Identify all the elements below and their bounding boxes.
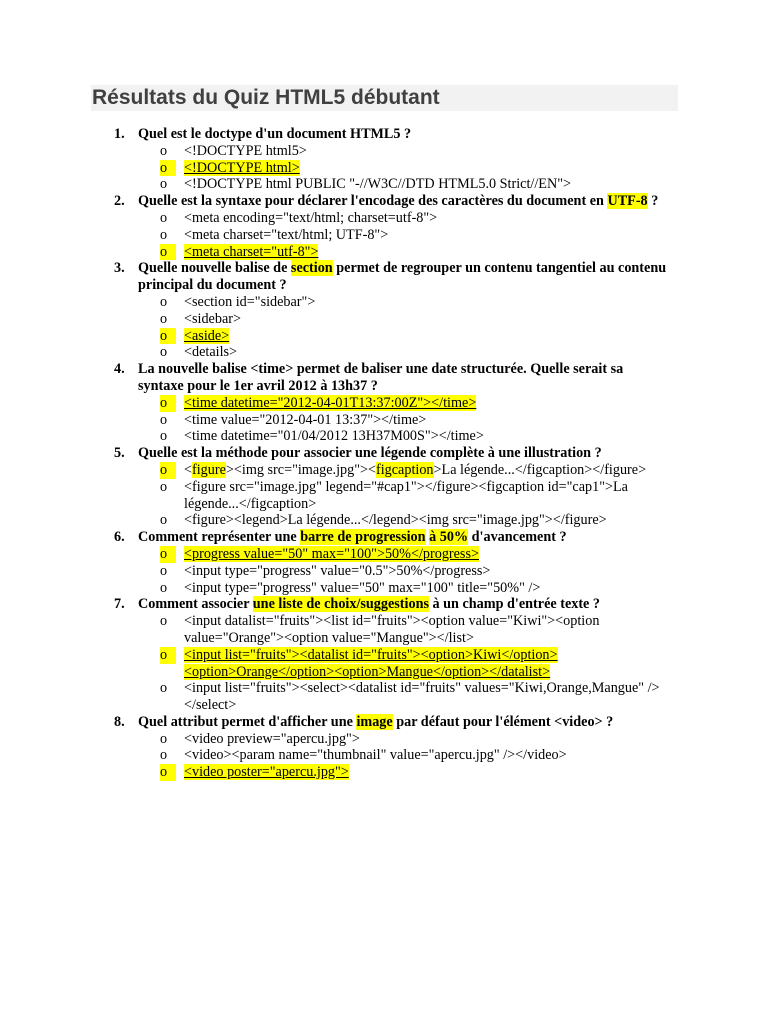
answer-options (0, 546, 768, 596)
question-text (138, 126, 670, 143)
question-text-part: Quel est le doctype d'un document HTML5 ? (138, 126, 412, 142)
answer-text (184, 613, 674, 647)
answer-text-part: <meta charset="text/html; UTF-8"> (184, 226, 389, 243)
answer-option-correct (0, 395, 768, 412)
answer-option (0, 512, 768, 529)
question-item (0, 714, 768, 781)
answer-text-part: <input datalist="fruits"><list id="fruits"><option value="Kiwi"><option value="Orange"><option value="Mangue"></list> (184, 613, 600, 646)
answer-text-part: <figure src="image.jpg" legend="#cap1"></figure><figcaption id="cap1">La légende...</figcaption> (184, 478, 628, 512)
answer-option-correct (0, 462, 768, 479)
bullet-marker: o (160, 546, 176, 563)
question-number: 1. (114, 126, 125, 142)
answer-text (184, 176, 674, 193)
answer-text-part: <time datetime="01/04/2012 13H37M00S"></time> (184, 428, 484, 445)
answer-text (184, 647, 674, 681)
question-text-part: permet de regrouper un contenu tangentiel au contenu principal du document ? (138, 260, 667, 294)
bullet-marker: o (160, 512, 168, 529)
answer-text (184, 227, 674, 244)
answer-text (184, 311, 674, 328)
answer-text-part: <input type="progress" value="0.5">50%</progress> (184, 562, 491, 579)
answer-option (0, 311, 768, 328)
answer-text (184, 210, 674, 227)
question-text-part: par défaut pour l'élément <video> ? (392, 713, 614, 730)
question-text-part: à un champ d'entrée texte ? (428, 596, 600, 613)
bullet-marker: o (160, 579, 168, 596)
question-text (138, 445, 670, 462)
answer-option (0, 412, 768, 429)
bullet-marker: o (160, 764, 176, 781)
question-item (0, 260, 768, 361)
answer-text (184, 747, 674, 764)
question-number: 8. (114, 713, 125, 730)
answer-option-correct (0, 160, 768, 177)
answer-option-correct (0, 244, 768, 261)
bullet-marker: o (160, 478, 168, 495)
answer-text (184, 160, 674, 177)
bullet-marker: o (160, 209, 168, 226)
answer-text (184, 328, 674, 345)
bullet-marker: o (160, 680, 168, 697)
question-item (0, 126, 768, 193)
highlighted-keyword: à 50% (429, 529, 469, 546)
answer-option-correct (0, 647, 768, 681)
highlighted-keyword: UTF-8 (607, 193, 648, 210)
answer-options (0, 613, 768, 714)
answer-text-part: < (184, 461, 193, 478)
answer-text (184, 764, 674, 781)
highlighted-answer-part: <input list="fruits"><datalist id="fruits"><option>Kiwi</option><option>Orange</option><option>Mangue</option></datalist> (184, 646, 558, 680)
answer-text-part: >La légende...</figcaption></figure> (433, 461, 647, 478)
question-number: 3. (114, 260, 125, 277)
question-text-part: Quel attribut permet d'afficher une (138, 713, 357, 730)
answer-text (184, 580, 674, 597)
quiz-list (0, 126, 768, 781)
answer-text-part: <!DOCTYPE html PUBLIC "-//W3C//DTD HTML5.0 Strict//EN"> (184, 176, 571, 193)
answer-options (0, 731, 768, 781)
bullet-marker: o (160, 142, 168, 159)
answer-text-part: ><img src="image.jpg">< (225, 461, 376, 478)
answer-text (184, 731, 674, 748)
question-text-part: ? (647, 193, 659, 210)
question-number: 4. (114, 361, 125, 378)
answer-text-part: <video preview="apercu.jpg"> (184, 730, 360, 747)
highlighted-answer-part: <!DOCTYPE html> (184, 159, 300, 176)
bullet-marker: o (160, 428, 168, 445)
bullet-marker: o (160, 562, 168, 579)
question-text (138, 193, 670, 210)
bullet-marker: o (160, 730, 168, 747)
answer-text (184, 244, 674, 261)
highlighted-keyword: barre de progression (300, 529, 426, 546)
answer-text-part: <details> (184, 344, 238, 361)
answer-options (0, 210, 768, 260)
answer-text (184, 395, 674, 412)
answer-text (184, 563, 674, 580)
answer-option (0, 731, 768, 748)
question-text-part: Comment associer (138, 596, 253, 613)
question-number: 2. (114, 193, 125, 210)
bullet-marker: o (160, 293, 168, 310)
highlighted-answer-part: figcaption (376, 461, 434, 478)
highlighted-keyword: une liste de choix/suggestions (252, 596, 429, 613)
answer-text (184, 412, 674, 429)
highlighted-keyword: image (356, 713, 393, 730)
answer-option (0, 294, 768, 311)
answer-options (0, 294, 768, 361)
bullet-marker: o (160, 747, 168, 764)
bullet-marker: o (160, 647, 176, 664)
question-number: 6. (114, 529, 125, 546)
answer-text-part: <input list="fruits"><select><datalist id="fruits" values="Kiwi,Orange,Mangue" /></select> (184, 680, 660, 714)
answer-option (0, 143, 768, 160)
answer-text-part: <section id="sidebar"> (184, 293, 316, 310)
question-text (138, 529, 670, 546)
answer-options (0, 143, 768, 193)
answer-text (184, 294, 674, 311)
answer-option-correct (0, 764, 768, 781)
question-text-part: La nouvelle balise <time> permet de baliser une date structurée. Quelle serait sa syntaxe pour le 1er avril 2012 à 13h37 ? (138, 361, 624, 394)
highlighted-answer-part: <video poster="apercu.jpg"> (184, 764, 349, 781)
highlighted-answer-part: <time datetime="2012-04-01T13:37:00Z"></time> (184, 394, 477, 411)
answer-option (0, 580, 768, 597)
question-item (0, 529, 768, 596)
answer-option (0, 210, 768, 227)
answer-option (0, 227, 768, 244)
answer-text-part: <input type="progress" value="50" max="100" title="50%" /> (184, 579, 541, 596)
bullet-marker: o (160, 613, 168, 630)
bullet-marker: o (160, 226, 168, 243)
answer-option (0, 428, 768, 445)
title-bar (91, 85, 678, 111)
bullet-marker: o (160, 344, 168, 361)
question-item (0, 361, 768, 445)
bullet-marker: o (160, 395, 176, 412)
answer-option-correct (0, 328, 768, 345)
question-number: 5. (114, 445, 125, 462)
bullet-marker: o (160, 310, 168, 327)
answer-option (0, 479, 768, 513)
highlighted-answer-part: <meta charset="utf-8"> (184, 243, 319, 260)
answer-option (0, 613, 768, 647)
answer-text-part: <video><param name="thumbnail" value="apercu.jpg" /></video> (184, 747, 567, 764)
answer-text-part: <figure><legend>La légende...</legend><img src="image.jpg"></figure> (184, 512, 607, 529)
answer-text (184, 344, 674, 361)
answer-text (184, 546, 674, 563)
highlighted-answer-part: figure (192, 461, 226, 478)
question-item (0, 445, 768, 529)
answer-option (0, 563, 768, 580)
bullet-marker: o (160, 176, 168, 193)
highlighted-answer-part: <progress value="50" max="100">50%</progress> (184, 545, 479, 562)
answer-text (184, 428, 674, 445)
bullet-marker: o (160, 160, 176, 177)
answer-option (0, 176, 768, 193)
page-title: Résultats du Quiz HTML5 débutant (92, 86, 440, 109)
question-text (138, 260, 670, 294)
question-text (138, 714, 670, 731)
answer-text-part: <meta encoding="text/html; charset=utf-8"> (184, 209, 438, 226)
question-text (138, 361, 670, 395)
question-text-part: Comment représenter une (138, 529, 301, 546)
bullet-marker: o (160, 462, 176, 479)
answer-text (184, 143, 674, 160)
answer-text (184, 479, 674, 513)
question-text (138, 596, 670, 613)
question-item (0, 596, 768, 714)
bullet-marker: o (160, 411, 168, 428)
answer-option-correct (0, 546, 768, 563)
answer-text-part: <time value="2012-04-01 13:37"></time> (184, 411, 427, 428)
answer-options (0, 395, 768, 445)
answer-text-part: <!DOCTYPE html5> (184, 142, 307, 159)
question-text-part: Quelle est la méthode pour associer une légende complète à une illustration ? (138, 445, 602, 462)
question-number: 7. (114, 596, 125, 613)
answer-option (0, 747, 768, 764)
bullet-marker: o (160, 244, 176, 261)
answer-option (0, 680, 768, 714)
answer-text (184, 680, 674, 714)
question-text-part: d'avancement ? (468, 529, 567, 546)
question-text-part: Quelle nouvelle balise de (138, 260, 291, 277)
answer-text (184, 462, 674, 479)
answer-text-part: <sidebar> (184, 310, 241, 327)
answer-text (184, 512, 674, 529)
bullet-marker: o (160, 328, 176, 345)
question-item (0, 193, 768, 260)
highlighted-answer-part: <aside> (184, 327, 230, 344)
highlighted-keyword: section (290, 260, 333, 277)
answer-options (0, 462, 768, 529)
question-text-part: Quelle est la syntaxe pour déclarer l'encodage des caractères du document en (138, 193, 608, 210)
answer-option (0, 344, 768, 361)
